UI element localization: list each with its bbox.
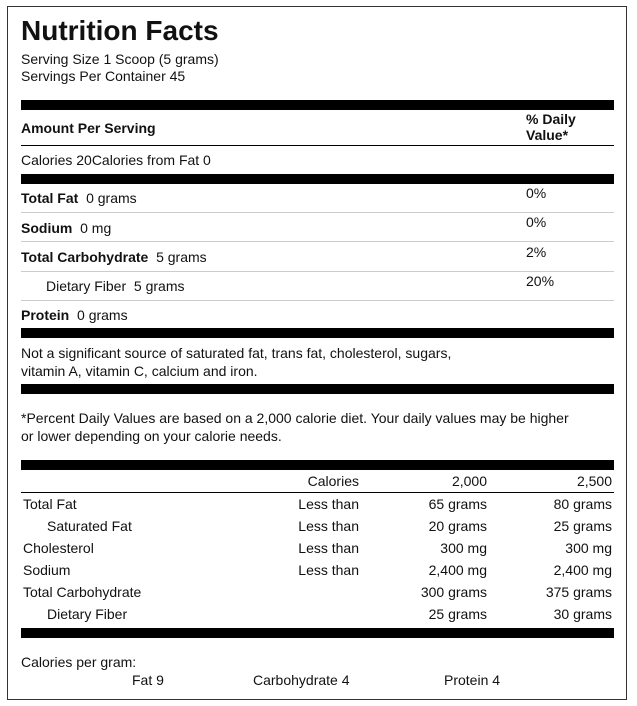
row-divider bbox=[21, 271, 614, 272]
row-divider bbox=[21, 212, 614, 213]
table-header-row bbox=[21, 470, 614, 493]
nutrient-row-sodium bbox=[21, 220, 111, 237]
table-cell: Dietary Fiber bbox=[47, 606, 128, 622]
calories-line: Calories 20Calories from Fat 0 bbox=[21, 152, 211, 168]
divider bbox=[21, 145, 614, 146]
thick-divider bbox=[21, 628, 614, 638]
nutrient-amount: 5 grams bbox=[133, 278, 185, 294]
table-cell: 30 grams bbox=[553, 606, 612, 622]
row-divider bbox=[21, 241, 614, 242]
table-cell: 300 mg bbox=[440, 540, 487, 556]
nutrient-name: Protein bbox=[21, 307, 70, 323]
table-cell bbox=[191, 603, 361, 625]
nutrient-dv: 20% bbox=[526, 273, 555, 289]
table-row bbox=[21, 603, 614, 625]
servings-per-container: Servings Per Container 45 bbox=[21, 68, 186, 84]
thick-divider bbox=[21, 100, 614, 110]
table-cell: 80 grams bbox=[553, 496, 612, 512]
nutrient-row-total-carbohydrate bbox=[21, 249, 207, 266]
thick-divider bbox=[21, 460, 614, 470]
table-cell: 65 grams bbox=[428, 496, 487, 512]
nutrient-dv: 0% bbox=[526, 185, 547, 201]
nutrient-amount: 0 mg bbox=[80, 220, 112, 236]
table-cell: Less than bbox=[298, 562, 359, 578]
table-header-cell bbox=[21, 470, 191, 493]
calories-per-gram-carbohydrate: Carbohydrate 4 bbox=[253, 672, 350, 688]
table-header-cell: 2,500 bbox=[576, 473, 612, 489]
table-cell: 300 grams bbox=[420, 584, 487, 600]
table-header-cell: Calories bbox=[307, 473, 359, 489]
daily-value-heading-line1: % Daily bbox=[526, 111, 576, 127]
table-cell: Less than bbox=[298, 540, 359, 556]
nutrient-amount: 5 grams bbox=[156, 249, 207, 265]
thick-divider bbox=[21, 174, 614, 184]
nutrient-dv: 2% bbox=[526, 244, 547, 260]
table-cell: Less than bbox=[298, 496, 359, 512]
nutrient-row-total-fat bbox=[21, 190, 137, 207]
table-row bbox=[21, 493, 614, 516]
nutrient-amount: 0 grams bbox=[86, 190, 137, 206]
table-cell: 25 grams bbox=[428, 606, 487, 622]
table-cell: 20 grams bbox=[428, 518, 487, 534]
table-row bbox=[21, 515, 614, 537]
calories-per-gram-protein: Protein 4 bbox=[444, 672, 501, 688]
table-cell: Total Fat bbox=[23, 496, 77, 512]
serving-size: Serving Size 1 Scoop (5 grams) bbox=[21, 51, 219, 67]
not-significant-line1: Not a significant source of saturated fat, trans fat, cholesterol, sugars, bbox=[21, 345, 452, 361]
table-cell bbox=[191, 581, 361, 603]
nutrient-name: Dietary Fiber bbox=[46, 278, 127, 294]
label-title: Nutrition Facts bbox=[21, 15, 219, 46]
table-row bbox=[21, 537, 614, 559]
nutrient-row-dietary-fiber bbox=[46, 278, 185, 295]
table-cell: 300 mg bbox=[565, 540, 612, 556]
nutrient-amount: 0 grams bbox=[77, 307, 128, 323]
nutrient-name: Sodium bbox=[21, 220, 73, 236]
table-cell: 25 grams bbox=[553, 518, 612, 534]
table-cell: Cholesterol bbox=[23, 540, 94, 556]
table-header-cell: 2,000 bbox=[451, 473, 487, 489]
daily-value-heading-line2: Value* bbox=[526, 127, 569, 143]
table-cell: Total Carbohydrate bbox=[23, 584, 142, 600]
thick-divider bbox=[21, 328, 614, 338]
table-row bbox=[21, 581, 614, 603]
table-cell: 2,400 mg bbox=[553, 562, 612, 578]
footnote-line2: or lower depending on your calorie needs. bbox=[21, 428, 282, 444]
table-cell: Sodium bbox=[23, 562, 71, 578]
calories-per-gram-label: Calories per gram: bbox=[21, 654, 137, 670]
thick-divider bbox=[21, 384, 614, 394]
table-cell: Less than bbox=[298, 518, 359, 534]
row-divider bbox=[21, 300, 614, 301]
not-significant-line2: vitamin A, vitamin C, calcium and iron. bbox=[21, 363, 258, 379]
table-cell: Saturated Fat bbox=[47, 518, 132, 534]
daily-values-table bbox=[21, 470, 614, 625]
nutrient-name: Total Carbohydrate bbox=[21, 249, 149, 265]
nutrient-dv: 0% bbox=[526, 214, 547, 230]
table-cell: 375 grams bbox=[545, 584, 612, 600]
calories-per-gram-fat: Fat 9 bbox=[132, 672, 164, 688]
table-row bbox=[21, 559, 614, 581]
nutrient-name: Total Fat bbox=[21, 190, 79, 206]
footnote-line1: *Percent Daily Values are based on a 2,000 calorie diet. Your daily values may be higher bbox=[21, 410, 569, 426]
nutrient-row-protein bbox=[21, 307, 128, 324]
amount-per-serving-heading: Amount Per Serving bbox=[21, 120, 156, 136]
table-cell: 2,400 mg bbox=[428, 562, 487, 578]
